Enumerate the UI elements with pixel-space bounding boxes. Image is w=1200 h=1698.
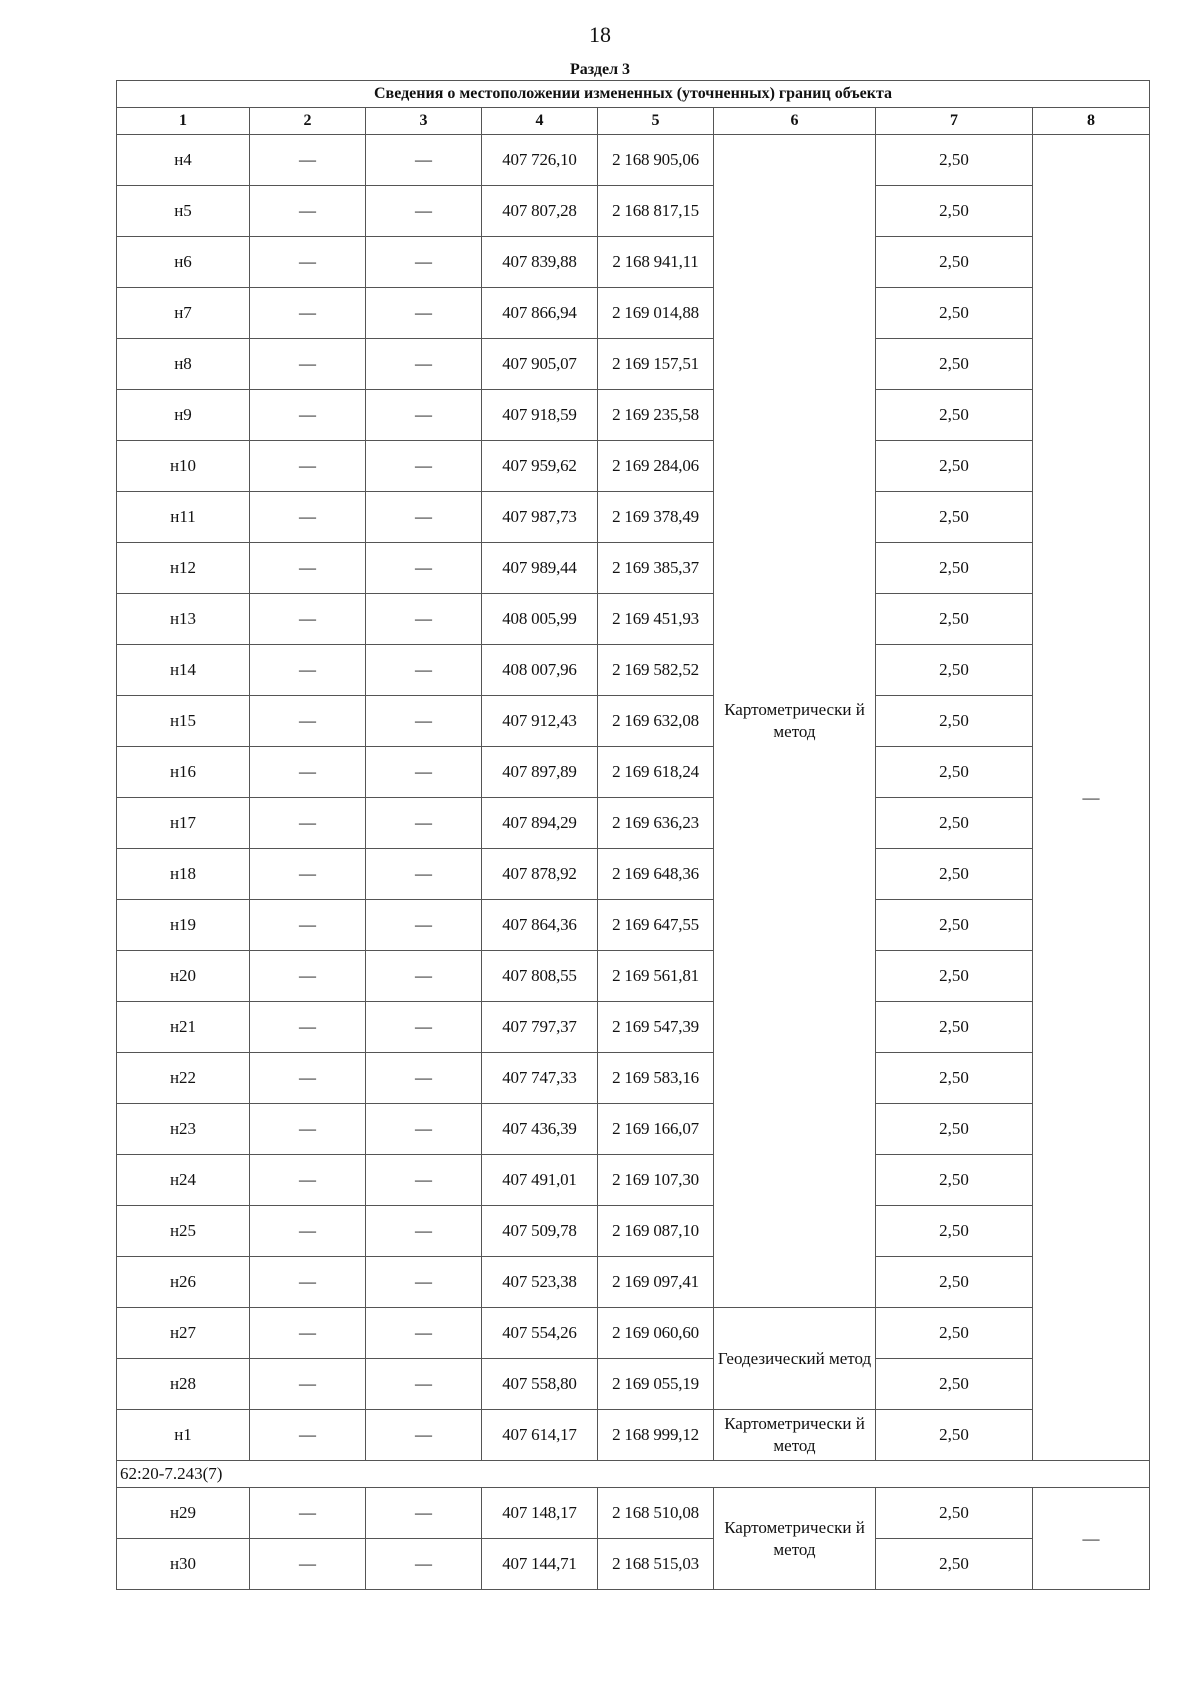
group1-col8: — (1033, 135, 1150, 1461)
empty-dash: — (250, 543, 366, 594)
point-label: н28 (117, 1359, 250, 1410)
empty-dash: — (250, 288, 366, 339)
coordinate-y: 2 169 235,58 (598, 390, 714, 441)
empty-dash: — (366, 288, 482, 339)
empty-dash: — (250, 492, 366, 543)
coordinate-x: 407 866,94 (482, 288, 598, 339)
table-title: Сведения о местоположении измененных (уточненных) границ объекта (117, 81, 1150, 108)
boundary-coordinates-table (116, 80, 1150, 1590)
coordinate-y: 2 169 060,60 (598, 1308, 714, 1359)
column-header-1: 1 (117, 108, 250, 135)
accuracy-value: 2,50 (876, 1257, 1033, 1308)
coordinate-x: 407 797,37 (482, 1002, 598, 1053)
empty-dash: — (250, 951, 366, 1002)
empty-dash: — (366, 441, 482, 492)
coordinate-y: 2 169 632,08 (598, 696, 714, 747)
empty-dash: — (366, 696, 482, 747)
accuracy-value: 2,50 (876, 237, 1033, 288)
column-header-2: 2 (250, 108, 366, 135)
coordinate-x: 407 726,10 (482, 135, 598, 186)
table-row (117, 1206, 1150, 1257)
empty-dash: — (366, 645, 482, 696)
coordinate-x: 407 894,29 (482, 798, 598, 849)
point-label: н26 (117, 1257, 250, 1308)
empty-dash: — (366, 237, 482, 288)
point-label: н24 (117, 1155, 250, 1206)
empty-dash: — (366, 1308, 482, 1359)
group-label-row (117, 1461, 1150, 1488)
empty-dash: — (366, 186, 482, 237)
point-label: н1 (117, 1410, 250, 1461)
table-row (117, 390, 1150, 441)
coordinate-y: 2 168 941,11 (598, 237, 714, 288)
column-header-5: 5 (598, 108, 714, 135)
coordinate-y: 2 169 648,36 (598, 849, 714, 900)
empty-dash: — (250, 1206, 366, 1257)
empty-dash: — (250, 1002, 366, 1053)
coordinate-x: 407 148,17 (482, 1488, 598, 1539)
empty-dash: — (366, 1155, 482, 1206)
point-label: н10 (117, 441, 250, 492)
table-row (117, 747, 1150, 798)
accuracy-value: 2,50 (876, 135, 1033, 186)
accuracy-value: 2,50 (876, 1359, 1033, 1410)
accuracy-value: 2,50 (876, 1410, 1033, 1461)
empty-dash: — (366, 1410, 482, 1461)
coordinate-y: 2 168 905,06 (598, 135, 714, 186)
coordinate-y: 2 168 510,08 (598, 1488, 714, 1539)
empty-dash: — (250, 237, 366, 288)
column-header-7: 7 (876, 108, 1033, 135)
coordinate-y: 2 169 378,49 (598, 492, 714, 543)
coordinate-y: 2 168 817,15 (598, 186, 714, 237)
coordinate-y: 2 169 583,16 (598, 1053, 714, 1104)
empty-dash: — (250, 747, 366, 798)
accuracy-value: 2,50 (876, 492, 1033, 543)
coordinate-x: 407 614,17 (482, 1410, 598, 1461)
empty-dash: — (250, 798, 366, 849)
empty-dash: — (250, 441, 366, 492)
accuracy-value: 2,50 (876, 390, 1033, 441)
accuracy-value: 2,50 (876, 1308, 1033, 1359)
coordinate-y: 2 168 515,03 (598, 1539, 714, 1590)
column-header-6: 6 (714, 108, 876, 135)
table-row (117, 543, 1150, 594)
accuracy-value: 2,50 (876, 900, 1033, 951)
coordinate-y: 2 169 636,23 (598, 798, 714, 849)
table-row (117, 237, 1150, 288)
accuracy-value: 2,50 (876, 849, 1033, 900)
coordinate-x: 408 005,99 (482, 594, 598, 645)
accuracy-value: 2,50 (876, 594, 1033, 645)
empty-dash: — (250, 1053, 366, 1104)
coordinate-y: 2 169 547,39 (598, 1002, 714, 1053)
point-label: н8 (117, 339, 250, 390)
coordinate-y: 2 169 451,93 (598, 594, 714, 645)
table-row (117, 1488, 1150, 1539)
empty-dash: — (366, 1257, 482, 1308)
table-row (117, 645, 1150, 696)
point-label: н22 (117, 1053, 250, 1104)
point-label: н7 (117, 288, 250, 339)
table-row (117, 1410, 1150, 1461)
empty-dash: — (250, 1104, 366, 1155)
empty-dash: — (250, 1257, 366, 1308)
accuracy-value: 2,50 (876, 1002, 1033, 1053)
coordinate-y: 2 169 107,30 (598, 1155, 714, 1206)
point-label: н23 (117, 1104, 250, 1155)
coordinate-x: 407 509,78 (482, 1206, 598, 1257)
table-row (117, 696, 1150, 747)
empty-dash: — (250, 1155, 366, 1206)
coordinate-x: 407 839,88 (482, 237, 598, 288)
coordinate-x: 407 747,33 (482, 1053, 598, 1104)
empty-dash: — (250, 1539, 366, 1590)
coordinate-y: 2 168 999,12 (598, 1410, 714, 1461)
empty-dash: — (366, 1104, 482, 1155)
coordinate-x: 407 897,89 (482, 747, 598, 798)
accuracy-value: 2,50 (876, 186, 1033, 237)
point-label: н5 (117, 186, 250, 237)
empty-dash: — (250, 1359, 366, 1410)
table-row (117, 900, 1150, 951)
accuracy-value: 2,50 (876, 441, 1033, 492)
empty-dash: — (366, 1488, 482, 1539)
empty-dash: — (250, 645, 366, 696)
section-title: Раздел 3 (569, 61, 631, 78)
point-label: н14 (117, 645, 250, 696)
coordinate-x: 407 436,39 (482, 1104, 598, 1155)
method-cell: Картометрически й метод (714, 1488, 876, 1590)
table-row (117, 1257, 1150, 1308)
empty-dash: — (250, 900, 366, 951)
coordinate-x: 407 987,73 (482, 492, 598, 543)
coordinate-y: 2 169 647,55 (598, 900, 714, 951)
coordinate-x: 407 807,28 (482, 186, 598, 237)
empty-dash: — (250, 390, 366, 441)
point-label: н16 (117, 747, 250, 798)
point-label: н6 (117, 237, 250, 288)
table-row (117, 951, 1150, 1002)
coordinate-y: 2 169 582,52 (598, 645, 714, 696)
coordinate-x: 407 989,44 (482, 543, 598, 594)
empty-dash: — (366, 390, 482, 441)
coordinate-y: 2 169 055,19 (598, 1359, 714, 1410)
point-label: н21 (117, 1002, 250, 1053)
table-row (117, 492, 1150, 543)
coordinate-x: 407 959,62 (482, 441, 598, 492)
coordinate-x: 407 912,43 (482, 696, 598, 747)
coordinate-x: 407 864,36 (482, 900, 598, 951)
column-header-4: 4 (482, 108, 598, 135)
coordinate-y: 2 169 157,51 (598, 339, 714, 390)
accuracy-value: 2,50 (876, 288, 1033, 339)
point-label: н12 (117, 543, 250, 594)
empty-dash: — (366, 1359, 482, 1410)
point-label: н17 (117, 798, 250, 849)
empty-dash: — (366, 747, 482, 798)
point-label: н25 (117, 1206, 250, 1257)
coordinate-x: 407 144,71 (482, 1539, 598, 1590)
page-number: 18 (589, 22, 611, 47)
point-label: н4 (117, 135, 250, 186)
coordinate-x: 407 491,01 (482, 1155, 598, 1206)
column-header-3: 3 (366, 108, 482, 135)
coordinate-x: 408 007,96 (482, 645, 598, 696)
empty-dash: — (250, 1308, 366, 1359)
empty-dash: — (366, 1206, 482, 1257)
coordinate-y: 2 169 097,41 (598, 1257, 714, 1308)
coordinate-y: 2 169 014,88 (598, 288, 714, 339)
point-label: н9 (117, 390, 250, 441)
accuracy-value: 2,50 (876, 645, 1033, 696)
accuracy-value: 2,50 (876, 1104, 1033, 1155)
coordinate-x: 407 878,92 (482, 849, 598, 900)
empty-dash: — (250, 339, 366, 390)
coordinate-x: 407 918,59 (482, 390, 598, 441)
accuracy-value: 2,50 (876, 747, 1033, 798)
method-cell: Картометрически й метод (714, 135, 876, 1308)
column-header-8: 8 (1033, 108, 1150, 135)
empty-dash: — (250, 135, 366, 186)
empty-dash: — (366, 339, 482, 390)
table-row (117, 135, 1150, 186)
table-row (117, 1002, 1150, 1053)
empty-dash: — (250, 594, 366, 645)
coordinate-y: 2 169 385,37 (598, 543, 714, 594)
coordinate-x: 407 558,80 (482, 1359, 598, 1410)
group-label: 62:20-7.243(7) (117, 1461, 1150, 1488)
point-label: н15 (117, 696, 250, 747)
accuracy-value: 2,50 (876, 951, 1033, 1002)
accuracy-value: 2,50 (876, 798, 1033, 849)
coordinate-x: 407 808,55 (482, 951, 598, 1002)
empty-dash: — (250, 1410, 366, 1461)
table-row (117, 186, 1150, 237)
empty-dash: — (366, 849, 482, 900)
empty-dash: — (250, 1488, 366, 1539)
empty-dash: — (366, 135, 482, 186)
coordinate-y: 2 169 166,07 (598, 1104, 714, 1155)
accuracy-value: 2,50 (876, 1488, 1033, 1539)
point-label: н20 (117, 951, 250, 1002)
empty-dash: — (366, 1539, 482, 1590)
empty-dash: — (366, 798, 482, 849)
table-row (117, 339, 1150, 390)
group2-col8: — (1033, 1488, 1150, 1590)
table-row (117, 288, 1150, 339)
empty-dash: — (366, 594, 482, 645)
empty-dash: — (366, 951, 482, 1002)
empty-dash: — (250, 696, 366, 747)
empty-dash: — (250, 186, 366, 237)
table-row (117, 1308, 1150, 1359)
method-cell: Геодезический метод (714, 1308, 876, 1410)
table-row (117, 1053, 1150, 1104)
empty-dash: — (366, 1053, 482, 1104)
method-cell: Картометрически й метод (714, 1410, 876, 1461)
empty-dash: — (366, 900, 482, 951)
coordinate-y: 2 169 618,24 (598, 747, 714, 798)
accuracy-value: 2,50 (876, 339, 1033, 390)
point-label: н11 (117, 492, 250, 543)
accuracy-value: 2,50 (876, 543, 1033, 594)
point-label: н18 (117, 849, 250, 900)
table-row (117, 1104, 1150, 1155)
accuracy-value: 2,50 (876, 1206, 1033, 1257)
point-label: н27 (117, 1308, 250, 1359)
table-row (117, 798, 1150, 849)
table-row (117, 849, 1150, 900)
coordinate-y: 2 169 561,81 (598, 951, 714, 1002)
table-row (117, 441, 1150, 492)
accuracy-value: 2,50 (876, 1539, 1033, 1590)
empty-dash: — (366, 1002, 482, 1053)
empty-dash: — (250, 849, 366, 900)
accuracy-value: 2,50 (876, 696, 1033, 747)
empty-dash: — (366, 543, 482, 594)
coordinate-x: 407 905,07 (482, 339, 598, 390)
point-label: н13 (117, 594, 250, 645)
empty-dash: — (366, 492, 482, 543)
point-label: н30 (117, 1539, 250, 1590)
coordinate-y: 2 169 087,10 (598, 1206, 714, 1257)
table-row (117, 594, 1150, 645)
accuracy-value: 2,50 (876, 1155, 1033, 1206)
coordinate-x: 407 554,26 (482, 1308, 598, 1359)
coordinate-x: 407 523,38 (482, 1257, 598, 1308)
table-row (117, 1155, 1150, 1206)
table-row (117, 1539, 1150, 1590)
accuracy-value: 2,50 (876, 1053, 1033, 1104)
coordinate-y: 2 169 284,06 (598, 441, 714, 492)
point-label: н29 (117, 1488, 250, 1539)
point-label: н19 (117, 900, 250, 951)
table-row (117, 1359, 1150, 1410)
